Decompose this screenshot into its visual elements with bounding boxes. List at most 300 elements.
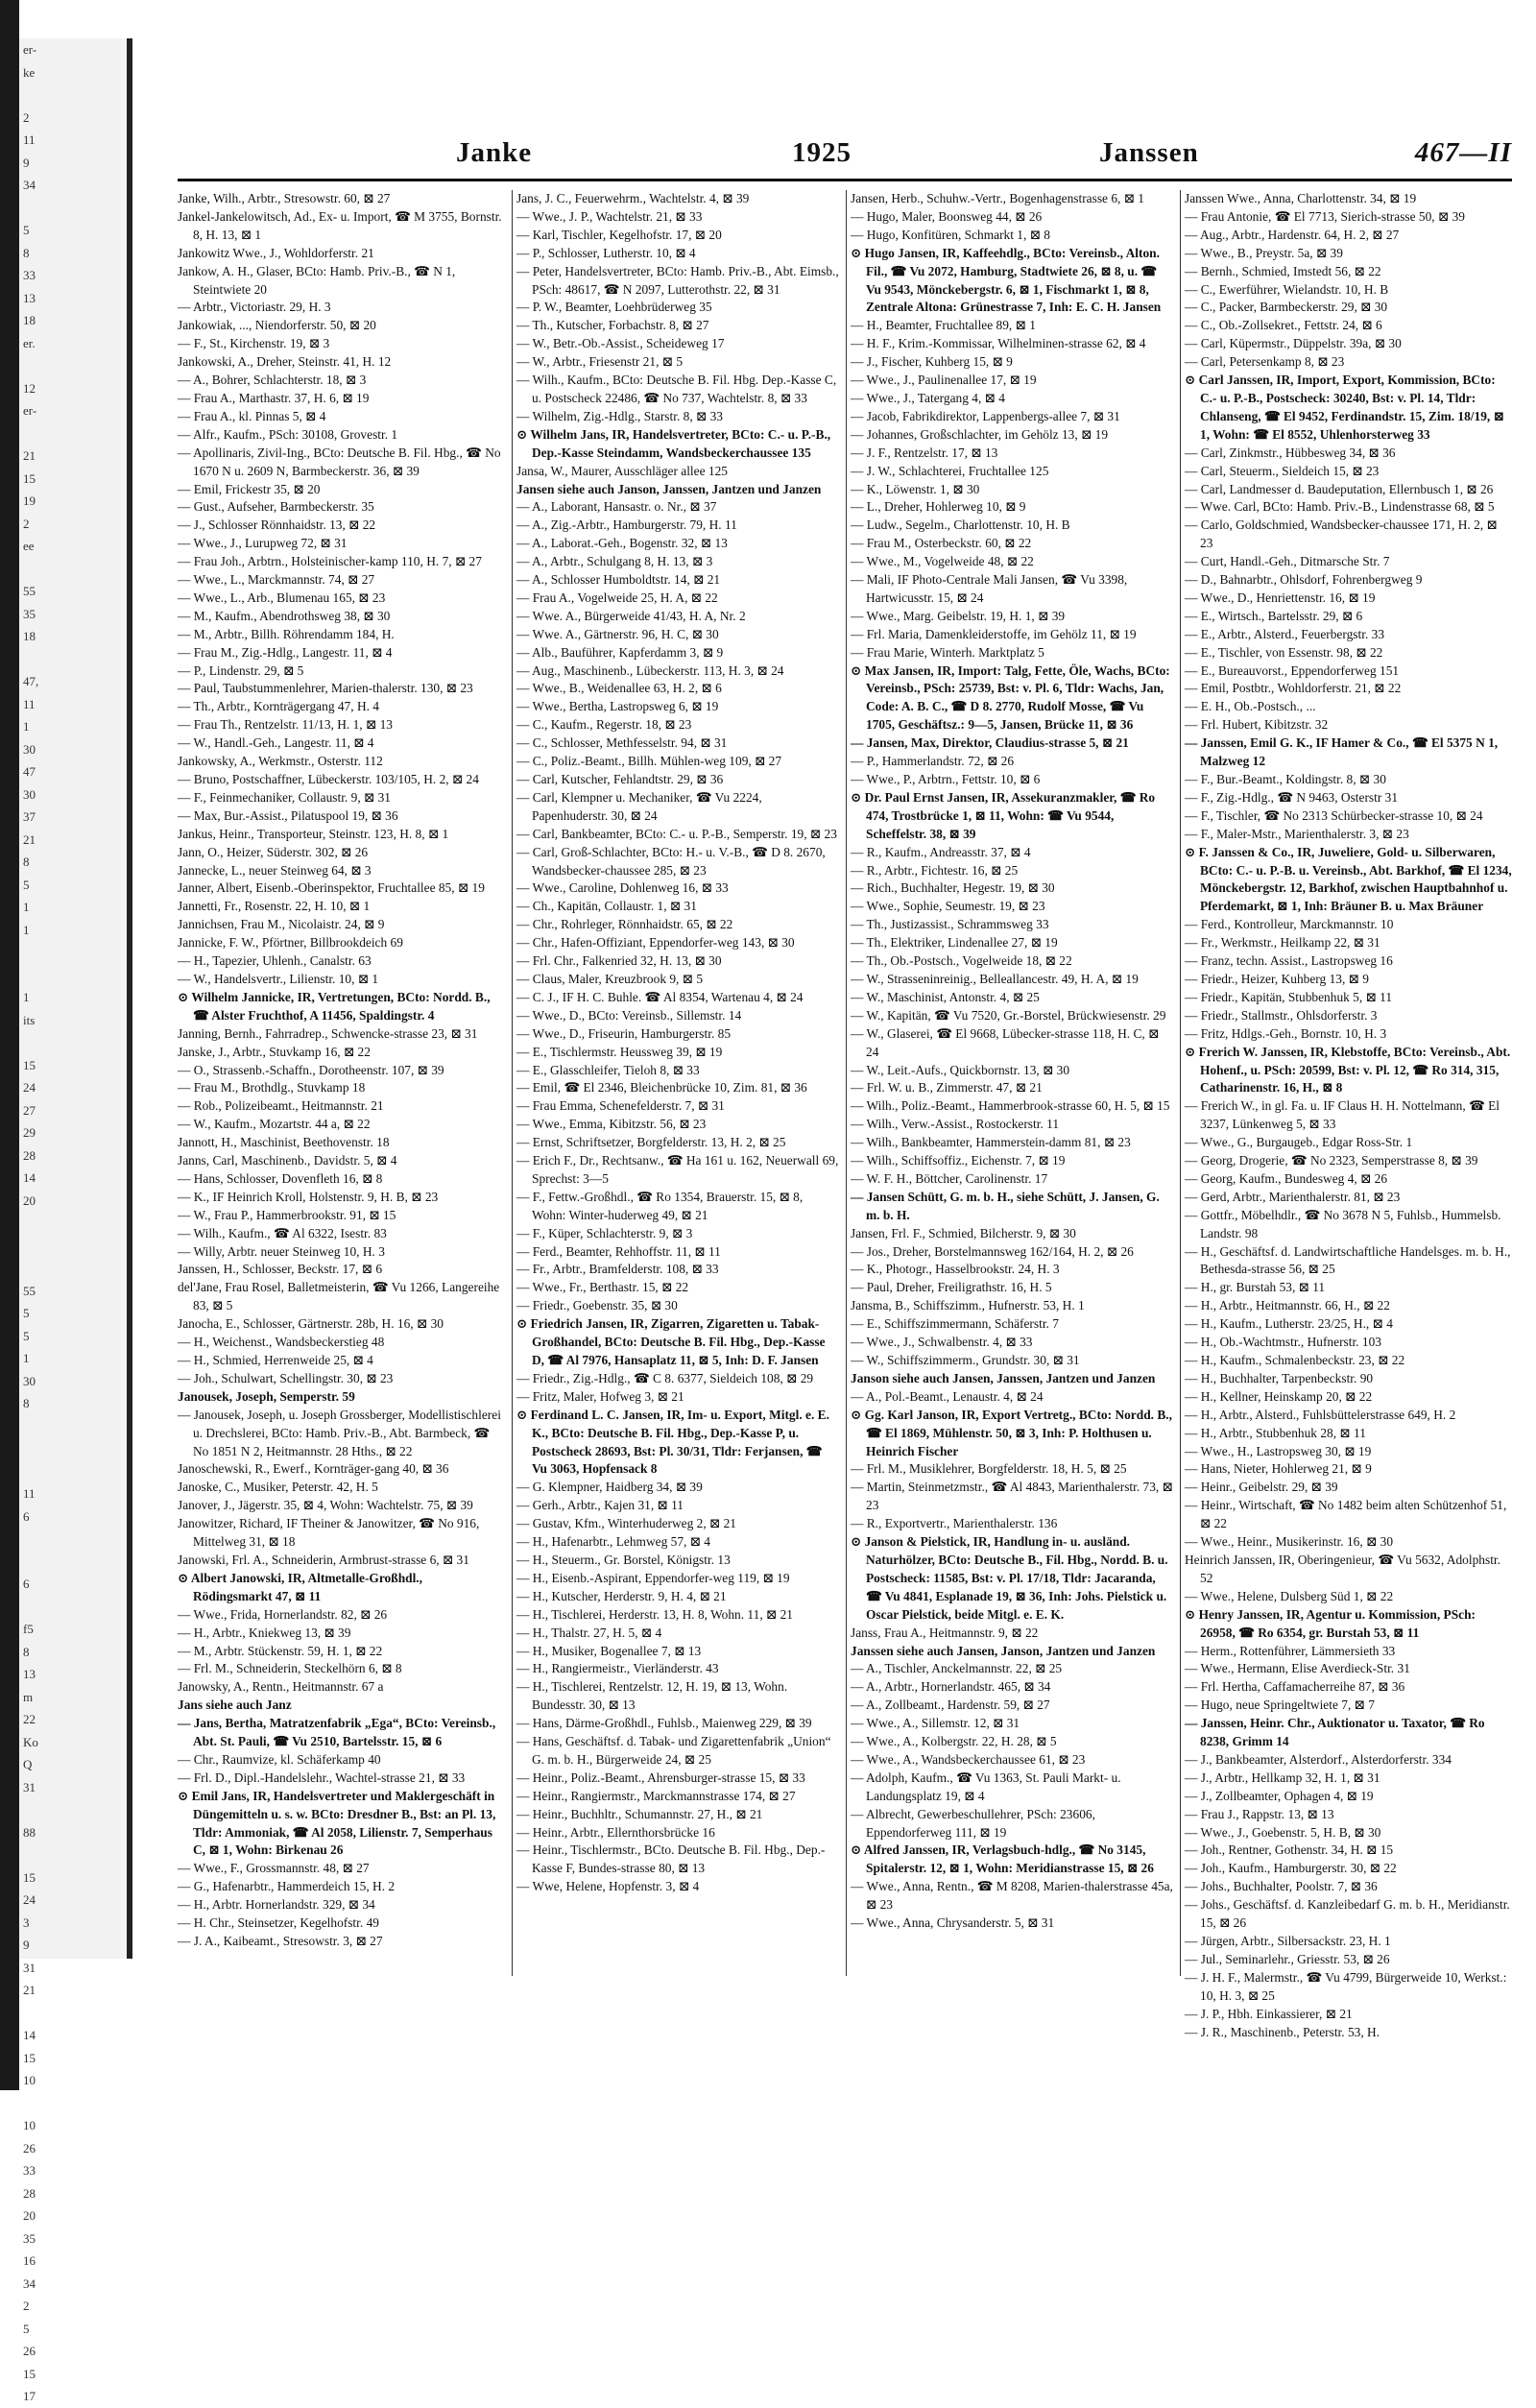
margin-fragment: 1 <box>23 922 30 937</box>
directory-entry: — H., Geschäftsf. d. Landwirtschaftliche Handelsges. m. b. H., Bethesda-strasse 56, ⊠ 25 <box>1185 1243 1511 1277</box>
directory-entry: Janss, Frau A., Heitmannstr. 9, ⊠ 22 <box>851 1625 1039 1640</box>
margin-fragment: 15 <box>23 2050 36 2065</box>
directory-entry: Heinrich Janssen, IR, Oberingenieur, ☎ Vu 5632, Adolphstr. 52 <box>1185 1552 1500 1585</box>
directory-entry: Jannicke, F. W., Pförtner, Billbrookdeich 69 <box>178 935 403 951</box>
directory-entry: — Carl, Küpermstr., Düppelstr. 39a, ⊠ 30 <box>1185 336 1402 351</box>
directory-entry: ⊙ Emil Jans, IR, Handelsvertreter und Maklergeschäft in Düngemitteln u. s. w. BCto: Dresdner B., Bst: an Pl. 13, Tldr: Ammoniak, ☎ Al 2058, Lilienstr. 7, Semperhaus C, ⊠ 1, Wohn: Birkenau 26 <box>178 1788 504 1861</box>
margin-fragment: 11 <box>23 1486 36 1501</box>
directory-entry: — Jos., Dreher, Borstelmannsweg 162/164, H. 2, ⊠ 26 <box>851 1243 1134 1259</box>
directory-entry: — K., IF Heinrich Kroll, Holstenstr. 9, H. B, ⊠ 23 <box>178 1189 439 1204</box>
directory-entry: — Th., Justizassist., Schrammsweg 33 <box>851 917 1049 932</box>
directory-entry: — Frau M., Osterbeckstr. 60, ⊠ 22 <box>851 536 1032 551</box>
margin-fragment: 35 <box>23 2230 36 2246</box>
directory-entry: — Johs., Geschäftsf. d. Kanzleibedarf G. m. b. H., Meridianstr. 15, ⊠ 26 <box>1185 1897 1510 1931</box>
directory-entry: — H. F., Krim.-Kommissar, Wilhelminen-strasse 62, ⊠ 4 <box>851 336 1146 351</box>
directory-entry: Jankus, Heinr., Transporteur, Steinstr. 123, H. 8, ⊠ 1 <box>178 826 449 841</box>
directory-entry: — C., Ewerführer, Wielandstr. 10, H. B <box>1185 281 1389 297</box>
margin-fragment: 1 <box>23 719 30 734</box>
directory-entry: — J. W., Schlachterei, Fruchtallee 125 <box>851 463 1049 478</box>
directory-entry: — H., Buchhalter, Tarpenbeckstr. 90 <box>1185 1370 1374 1385</box>
directory-entry: — E., Wirtsch., Bartelsstr. 29, ⊠ 6 <box>1185 608 1363 623</box>
directory-entry: Janning, Bernh., Fahrradrep., Schwencke-strasse 23, ⊠ 31 <box>178 1025 478 1041</box>
margin-fragment: 8 <box>23 245 30 260</box>
directory-entry: — Wilh., Verw.-Assist., Rostockerstr. 11 <box>851 1117 1060 1132</box>
directory-entry: — Frau M., Brothdlg., Stuvkamp 18 <box>178 1080 366 1096</box>
margin-fragment: 16 <box>23 2253 36 2268</box>
directory-entry: — Wilh., Kaufm., ☎ Al 6322, Isestr. 83 <box>178 1225 387 1240</box>
directory-entry: — P. W., Beamter, Loehbrüderweg 35 <box>516 300 712 315</box>
column-2 <box>512 190 839 1976</box>
previous-page-margin <box>19 38 132 2403</box>
directory-entry: Jankow, A. H., Glaser, BCto: Hamb. Priv.-B., ☎ N 1, Steintwiete 20 <box>178 263 456 297</box>
margin-fragment: 20 <box>23 1192 36 1208</box>
margin-fragment: 34 <box>23 178 36 192</box>
margin-fragment <box>19 422 127 445</box>
directory-entry: — Bernh., Schmied, Imstedt 56, ⊠ 22 <box>1185 263 1381 278</box>
directory-entry: del'Jane, Frau Rosel, Balletmeisterin, ☎ Vu 1266, Langereihe 83, ⊠ 5 <box>178 1280 500 1313</box>
directory-entry: ⊙ Max Jansen, IR, Import: Talg, Fette, Öle, Wachs, BCto: Vereinsb., PSch: 25739, Bst: v. Pl. 6, Tldr: Wachs, Jan, Code: A. B. C., ☎ D 8. 2770, Rudolf Mosse, ☎ Vu 1705, Geschäftsz.: 9—5, Jansen, Brücke 11, ⊠ 36 <box>851 662 1173 735</box>
directory-entry: — Emil, ☎ El 2346, Bleichenbrücke 10, Zim. 81, ⊠ 36 <box>516 1080 807 1096</box>
directory-entry: — Wwe., D., BCto: Vereinsb., Sillemstr. 14 <box>516 1007 742 1023</box>
directory-entry: — Heinr., Wirtschaft, ☎ No 1482 beim alten Schützenhof 51, ⊠ 22 <box>1185 1498 1507 1531</box>
directory-entry: Janner, Albert, Eisenb.-Oberinspektor, Fruchtallee 85, ⊠ 19 <box>178 880 485 896</box>
directory-entry: — Wwe., J., Goebenstr. 5, H. B, ⊠ 30 <box>1185 1824 1381 1840</box>
margin-fragment: 47, <box>23 674 39 688</box>
directory-entry: — Frau A., kl. Pinnas 5, ⊠ 4 <box>178 408 326 423</box>
margin-fragment <box>19 1235 127 1258</box>
directory-entry: — Jansen, Max, Direktor, Claudius-strasse 5, ⊠ 21 <box>851 735 1129 751</box>
directory-entry: — Wwe. A., Gärtnerstr. 96, H. C, ⊠ 30 <box>516 626 719 641</box>
margin-fragment: Ko <box>23 1734 38 1749</box>
directory-entry: — E., Tischlermstr. Heussweg 39, ⊠ 19 <box>516 1044 723 1059</box>
directory-entry: — H., Arbtr., Stubbenhuk 28, ⊠ 11 <box>1185 1425 1366 1440</box>
margin-fragment: 8 <box>23 1396 30 1410</box>
margin-fragment: 8 <box>23 1644 30 1659</box>
directory-entry: — Joh., Rentner, Gothenstr. 34, H. ⊠ 15 <box>1185 1842 1394 1858</box>
directory-entry: — Gustav, Kfm., Winterhuderweg 2, ⊠ 21 <box>516 1516 736 1531</box>
directory-entry: — E., Schiffszimmermann, Schäferstr. 7 <box>851 1316 1059 1332</box>
directory-entry: — Heinr., Poliz.-Beamt., Ahrensburger-strasse 15, ⊠ 33 <box>516 1770 805 1785</box>
directory-entry: — Curt, Handl.-Geh., Ditmarsche Str. 7 <box>1185 554 1390 569</box>
directory-entry: — Wwe., L., Marckmannstr. 74, ⊠ 27 <box>178 572 375 588</box>
directory-entry: — Hans, Geschäftsf. d. Tabak- und Zigarettenfabrik „Union“ G. m. b. H., Bürgerweide 24, ⊠ 25 <box>516 1734 831 1767</box>
margin-fragment: er. <box>23 335 36 350</box>
directory-entry: — Hans, Därme-Großhdl., Fuhlsb., Maienweg 229, ⊠ 39 <box>516 1716 812 1731</box>
directory-entry: — Heinr., Rangiermstr., Marckmannstrasse 174, ⊠ 27 <box>516 1788 796 1803</box>
directory-entry: — A., Arbtr., Schulgang 8, H. 13, ⊠ 3 <box>516 554 713 569</box>
directory-entry: — Gottfr., Möbelhdlr., ☎ No 3678 N 5, Fuhlsb., Hummelsb. Landstr. 98 <box>1185 1207 1501 1240</box>
directory-entry: — Wwe., J., Tatergang 4, ⊠ 4 <box>851 390 1005 405</box>
directory-entry: — Fr., Werkmstr., Heilkamp 22, ⊠ 31 <box>1185 935 1380 951</box>
directory-entry: — A., Laborant, Hansastr. o. Nr., ⊠ 37 <box>516 499 717 515</box>
directory-entry: Janns, Carl, Maschinenb., Davidstr. 5, ⊠ 4 <box>178 1153 397 1168</box>
margin-fragment: Q <box>23 1757 33 1771</box>
directory-entry: — Wwe., Heinr., Musikerinstr. 16, ⊠ 30 <box>1185 1534 1394 1550</box>
margin-fragment: 29 <box>23 1125 36 1140</box>
directory-entry: — Frl. Maria, Damenkleiderstoffe, im Gehölz 11, ⊠ 19 <box>851 626 1137 641</box>
directory-entry: — Erich F., Dr., Rechtsanw., ☎ Ha 161 u. 162, Neuerwall 69, Sprechst: 3—5 <box>516 1153 839 1186</box>
directory-entry: ⊙ Wilhelm Jans, IR, Handelsvertreter, BCto: C.- u. P.-B., Dep.-Kasse Steindamm, Wandsbeckerchaussee 135 <box>516 426 839 463</box>
directory-entry: — Wwe., B., Weidenallee 63, H. 2, ⊠ 6 <box>516 681 722 696</box>
margin-fragment: er- <box>23 403 37 418</box>
directory-entry: Jans, J. C., Feuerwehrm., Wachtelstr. 4, ⊠ 39 <box>516 191 750 205</box>
directory-entry: — Ludw., Segelm., Charlottenstr. 10, H. B <box>851 518 1070 533</box>
directory-entry: Jansen, Herb., Schuhw.-Vertr., Bogenhagenstrasse 6, ⊠ 1 <box>851 191 1144 205</box>
directory-entry: — W., Handl.-Geh., Langestr. 11, ⊠ 4 <box>178 735 374 751</box>
directory-entry: — Jul., Seminarlehr., Griesstr. 53, ⊠ 26 <box>1185 1951 1390 1966</box>
directory-entry: Janowski, Frl. A., Schneiderin, Armbrust-strasse 6, ⊠ 31 <box>178 1552 469 1567</box>
directory-entry: — Carl, Zinkmstr., Hübbesweg 34, ⊠ 36 <box>1185 445 1396 460</box>
header-year: 1925 <box>792 137 852 168</box>
margin-fragment: 21 <box>23 448 36 463</box>
directory-entry: Jankowski, A., Dreher, Steinstr. 41, H. 12 <box>178 354 392 370</box>
margin-fragment <box>19 1212 127 1235</box>
directory-entry: — W., Kaufm., Mozartstr. 44 a, ⊠ 22 <box>178 1117 371 1132</box>
directory-entry: — Th., Ob.-Postsch., Vogelweide 18, ⊠ 22 <box>851 953 1072 969</box>
directory-entry: — A., Tischler, Anckelmannstr. 22, ⊠ 25 <box>851 1661 1063 1676</box>
margin-fragment: 2 <box>23 2299 30 2313</box>
margin-fragment <box>19 1551 127 1574</box>
directory-entry: — Frau Marie, Winterh. Marktplatz 5 <box>851 644 1044 660</box>
directory-entry: — C., Packer, Barmbeckerstr. 29, ⊠ 30 <box>1185 300 1388 315</box>
directory-entry: Janover, J., Jägerstr. 35, ⊠ 4, Wohn: Wachtelstr. 75, ⊠ 39 <box>178 1498 473 1513</box>
directory-entry: Jankowitz Wwe., J., Wohldorferstr. 21 <box>178 245 374 260</box>
directory-entry: — Franz, techn. Assist., Lastropsweg 16 <box>1185 953 1393 969</box>
directory-entry: — H., Kellner, Heinskamp 20, ⊠ 22 <box>1185 1388 1373 1404</box>
margin-fragment <box>19 1415 127 1438</box>
directory-entry: — H., Weichenst., Wandsbeckerstieg 48 <box>178 1335 385 1350</box>
directory-entry: — Emil, Postbtr., Wohldorferstr. 21, ⊠ 22 <box>1185 681 1402 696</box>
directory-entry: — A., Pol.-Beamt., Lenaustr. 4, ⊠ 24 <box>851 1388 1044 1404</box>
directory-entry: — Wwe., G., Burgaugeb., Edgar Ross-Str. 1 <box>1185 1135 1413 1150</box>
margin-fragment: 14 <box>23 2028 36 2042</box>
directory-entry: — Heinr., Geibelstr. 29, ⊠ 39 <box>1185 1480 1338 1495</box>
directory-entry: — Wwe., D., Henriettenstr. 16, ⊠ 19 <box>1185 590 1376 605</box>
directory-entry: — Georg, Drogerie, ☎ No 2323, Semperstrasse 8, ⊠ 39 <box>1185 1153 1478 1168</box>
margin-fragment: ee <box>23 539 35 553</box>
column-1 <box>178 190 504 1976</box>
directory-entry: — Wwe., J., Paulinenallee 17, ⊠ 19 <box>851 373 1037 388</box>
directory-page <box>144 46 1512 2039</box>
margin-fragment <box>19 964 127 987</box>
directory-entry: — Carl, Landmesser d. Baudeputation, Ellernbusch 1, ⊠ 26 <box>1185 481 1494 496</box>
directory-entry: — W., Frau P., Hammerbrookstr. 91, ⊠ 15 <box>178 1207 396 1222</box>
margin-fragment: 33 <box>23 268 36 282</box>
directory-entry: Janson siehe auch Jansen, Janssen, Jantzen und Janzen <box>851 1370 1156 1385</box>
directory-entry: — Karl, Tischler, Kegelhofstr. 17, ⊠ 20 <box>516 227 722 242</box>
directory-entry: — Frau M., Zig.-Hdlg., Langestr. 11, ⊠ 4 <box>178 644 393 660</box>
directory-entry: — Alb., Bauführer, Kapferdamm 3, ⊠ 9 <box>516 644 724 660</box>
margin-fragment: 33 <box>23 2163 36 2178</box>
directory-entry: — E., Bureauvorst., Eppendorferweg 151 <box>1185 662 1400 678</box>
directory-entry: — J., Zollbeamter, Ophagen 4, ⊠ 19 <box>1185 1788 1374 1803</box>
directory-entry: — H., Tischlerei, Herderstr. 13, H. 8, Wohn. 11, ⊠ 21 <box>516 1606 793 1622</box>
margin-fragment: 13 <box>23 290 36 305</box>
margin-fragment: er- <box>23 42 37 57</box>
margin-fragment: 21 <box>23 831 36 847</box>
directory-entry: — Hans, Nieter, Hohlerweg 21, ⊠ 9 <box>1185 1461 1372 1477</box>
directory-entry: — H., Kaufm., Lutherstr. 23/25, H., ⊠ 4 <box>1185 1316 1393 1332</box>
header-page-number: 467—II <box>1414 137 1512 168</box>
margin-fragment: 26 <box>23 2140 36 2155</box>
margin-fragment: 5 <box>23 877 30 892</box>
directory-entry: — Max, Bur.-Assist., Pilatuspool 19, ⊠ 36 <box>178 807 398 823</box>
margin-fragment: 6 <box>23 1508 30 1524</box>
directory-entry: — Wwe., P., Arbtrn., Fettstr. 10, ⊠ 6 <box>851 772 1041 786</box>
margin-fragment: 24 <box>23 1080 36 1095</box>
directory-entry: — Chr., Hafen-Offiziant, Eppendorfer-weg 143, ⊠ 30 <box>516 935 795 951</box>
directory-entry: — Friedr., Goebenstr. 35, ⊠ 30 <box>516 1298 678 1313</box>
directory-entry: — E., Arbtr., Alsterd., Feuerbergstr. 33 <box>1185 626 1385 641</box>
directory-entry: — J., Arbtr., Hellkamp 32, H. 1, ⊠ 31 <box>1185 1770 1380 1785</box>
header-last-name: Janssen <box>1099 137 1199 168</box>
directory-entry: — Wwe., Hermann, Elise Averdieck-Str. 31 <box>1185 1661 1410 1676</box>
scan-edge <box>0 0 19 2090</box>
margin-fragment: 5 <box>23 2321 30 2336</box>
directory-entry: — J., Schlosser Rönnhaidstr. 13, ⊠ 22 <box>178 518 376 533</box>
directory-entry: — Heinr., Buchhltr., Schumannstr. 27, H., ⊠ 21 <box>516 1806 763 1821</box>
directory-entry: — Wwe., F., Grossmannstr. 48, ⊠ 27 <box>178 1861 370 1876</box>
margin-fragment: 15 <box>23 2366 36 2381</box>
directory-entry: — Frl. M., Musiklehrer, Borgfelderstr. 18, H. 5, ⊠ 25 <box>851 1461 1127 1477</box>
directory-entry: — Wilh., Poliz.-Beamt., Hammerbrook-strasse 60, H. 5, ⊠ 15 <box>851 1098 1170 1114</box>
directory-entry: — Carlo, Goldschmied, Wandsbecker-chaussee 171, H. 2, ⊠ 23 <box>1185 518 1498 551</box>
directory-entry: — F., Tischler, ☎ No 2313 Schürbecker-strasse 10, ⊠ 24 <box>1185 807 1483 823</box>
directory-entry: ⊙ F. Janssen & Co., IR, Juweliere, Gold- u. Silberwaren, BCto: C.- u. P.-B. u. Vereinsb., Abt. Barkhof, ☎ El 1234, Mönckebergstr. 12, Barkhof, zwischen Hauptbahnhof u. Pferdemarkt, ⊠ 1, Inh: Bräuner B. u. Max Bräuner <box>1185 844 1513 917</box>
directory-entry: — Frau J., Rappstr. 13, ⊠ 13 <box>1185 1806 1334 1821</box>
column-3 <box>846 190 1173 1976</box>
margin-fragment <box>19 1460 127 1483</box>
directory-entry: — Hugo, neue Springeltwiete 7, ⊠ 7 <box>1185 1698 1375 1713</box>
directory-entry: — F., Küper, Schlachterstr. 9, ⊠ 3 <box>516 1225 693 1240</box>
directory-entry: — C., Schlosser, Methfesselstr. 94, ⊠ 31 <box>516 735 728 751</box>
directory-entry: — A., Bohrer, Schlachterstr. 18, ⊠ 3 <box>178 373 367 388</box>
directory-entry: — Wilhelm, Zig.-Hdlg., Starstr. 8, ⊠ 33 <box>516 408 724 423</box>
directory-entry: — Aug., Maschinenb., Lübeckerstr. 113, H. 3, ⊠ 24 <box>516 662 784 678</box>
directory-entry: — H., Thalstr. 27, H. 5, ⊠ 4 <box>516 1625 662 1640</box>
directory-entry: — Wwe., B., Preystr. 5a, ⊠ 39 <box>1185 245 1343 260</box>
directory-entry: Janoske, C., Musiker, Peterstr. 42, H. 5 <box>178 1480 378 1495</box>
directory-entry: — Bruno, Postschaffner, Lübeckerstr. 103/105, H. 2, ⊠ 24 <box>178 772 479 786</box>
directory-entry: — E., Tischler, von Essenstr. 98, ⊠ 22 <box>1185 644 1383 660</box>
header-rule <box>178 179 1512 181</box>
directory-entry: — R., Kaufm., Andreasstr. 37, ⊠ 4 <box>851 844 1031 859</box>
directory-entry: — Ernst, Schriftsetzer, Borgfelderstr. 13, H. 2, ⊠ 25 <box>516 1135 786 1150</box>
directory-entry: Jankel-Jankelowitsch, Ad., Ex- u. Import, ☎ M 3755, Bornstr. 8, H. 13, ⊠ 1 <box>178 208 502 242</box>
margin-fragment: 55 <box>23 584 36 598</box>
margin-fragment: 28 <box>23 2185 36 2201</box>
margin-fragment: 12 <box>23 380 36 396</box>
directory-entry: — Friedr., Zig.-Hdlg., ☎ C 8. 6377, Sieldeich 108, ⊠ 29 <box>516 1370 814 1385</box>
directory-entry: — Paul, Dreher, Freiligrathstr. 16, H. 5 <box>851 1280 1052 1295</box>
directory-entry: — J., Bankbeamter, Alsterdorf., Alsterdorferstr. 334 <box>1185 1751 1452 1767</box>
directory-entry: — D., Bahnarbtr., Ohlsdorf, Fohrenbergweg 9 <box>1185 572 1423 588</box>
directory-entry: — A., Laborat.-Geh., Bogenstr. 32, ⊠ 13 <box>516 536 728 551</box>
directory-entry: — Chr., Raumvize, kl. Schäferkamp 40 <box>178 1751 381 1767</box>
margin-fragment: 1 <box>23 900 30 914</box>
margin-fragment <box>19 1437 127 1460</box>
directory-entry: — Fritz, Hdlgs.-Geh., Bornstr. 10, H. 3 <box>1185 1025 1387 1041</box>
directory-entry: — Frl. W. u. B., Zimmerstr. 47, ⊠ 21 <box>851 1080 1043 1096</box>
directory-entry: — Hugo, Konfitüren, Schmarkt 1, ⊠ 8 <box>851 227 1050 242</box>
directory-entry: — Wwe., Marg. Geibelstr. 19, H. 1, ⊠ 39 <box>851 608 1066 623</box>
directory-entry: — Claus, Maler, Kreuzbrook 9, ⊠ 5 <box>516 971 704 986</box>
directory-entry: — Adolph, Kaufm., ☎ Vu 1363, St. Pauli Markt- u. Landungsplatz 19, ⊠ 4 <box>851 1770 1121 1803</box>
directory-entry: — H., Steuerm., Gr. Borstel, Königstr. 13 <box>516 1552 731 1567</box>
margin-fragment <box>19 84 127 107</box>
directory-entry: ⊙ Frerich W. Janssen, IR, Klebstoffe, BCto: Vereinsb., Abt. Hohenf., u. PSch: 20599, Bst: v. Pl. 12, ☎ Ro 314, 315, Catharinenstr. 16, H., ⊠ 8 <box>1185 1044 1513 1098</box>
directory-entry: — Wwe., Sophie, Seumestr. 19, ⊠ 23 <box>851 899 1045 914</box>
margin-fragment: ke <box>23 64 36 80</box>
directory-entry: — E. H., Ob.-Postsch., ... <box>1185 699 1316 714</box>
directory-entry: — R., Exportvertr., Marienthalerstr. 136 <box>851 1516 1058 1531</box>
directory-entry: — Peter, Handelsvertreter, BCto: Hamb. Priv.-B., Abt. Eimsb., PSch: 48617, ☎ N 2097, Lutterothstr. 22, ⊠ 31 <box>516 263 839 297</box>
directory-entry: — Wwe., D., Friseurin, Hamburgerstr. 85 <box>516 1025 732 1041</box>
directory-entry: — Ch., Kapitän, Collaustr. 1, ⊠ 31 <box>516 899 697 914</box>
margin-fragment <box>19 1843 127 1866</box>
directory-entry: ⊙ Gg. Karl Janson, IR, Export Vertretg., BCto: Nordd. B., ☎ El 1869, Mühlenstr. 50, ⊠ 3, Inh: P. Holthusen u. Heinrich Fischer <box>851 1407 1173 1461</box>
directory-entry: — Th., Elektriker, Lindenallee 27, ⊠ 19 <box>851 935 1058 951</box>
directory-entry: — Frau Emma, Schenefelderstr. 7, ⊠ 31 <box>516 1098 725 1114</box>
margin-fragment: 1 <box>23 1351 30 1365</box>
directory-entry: — Janssen, Emil G. K., IF Hamer & Co., ☎ El 5375 N 1, Malzweg 12 <box>1185 735 1499 769</box>
directory-entry: ⊙ Albert Janowski, IR, Altmetalle-Großhdl., Rödingsmarkt 47, ⊠ 11 <box>178 1570 504 1606</box>
directory-entry: — Carl, Bankbeamter, BCto: C.- u. P.-B., Semperstr. 19, ⊠ 23 <box>516 826 837 841</box>
directory-entry: — Wwe., Anna, Rentn., ☎ M 8208, Marien-thalerstrasse 45a, ⊠ 23 <box>851 1879 1173 1913</box>
directory-entry: Jankowiak, ..., Niendorferstr. 50, ⊠ 20 <box>178 318 376 333</box>
directory-entry: Janowsky, A., Rentn., Heitmannstr. 67 a <box>178 1679 384 1695</box>
margin-fragment: 15 <box>23 1869 36 1885</box>
directory-entry: — W., Schiffszimmerm., Grundstr. 30, ⊠ 31 <box>851 1353 1080 1367</box>
directory-entry: — Frl. M., Schneiderin, Steckelhörn 6, ⊠ 8 <box>178 1661 402 1676</box>
directory-entry: — W., Betr.-Ob.-Assist., Scheideweg 17 <box>516 336 725 351</box>
margin-fragment: 8 <box>23 855 30 869</box>
directory-entry: — Wwe, Helene, Hopfenstr. 3, ⊠ 4 <box>516 1879 700 1894</box>
margin-fragment: 27 <box>23 1102 36 1118</box>
directory-entry: — Carl, Steuerm., Sieldeich 15, ⊠ 23 <box>1185 463 1380 478</box>
directory-entry: — Jürgen, Arbtr., Silbersackstr. 23, H. 1 <box>1185 1934 1391 1948</box>
directory-entry: Jansen siehe auch Janson, Janssen, Jantzen und Janzen <box>516 481 822 496</box>
directory-entry: — Janousek, Joseph, u. Joseph Grossberger, Modellistischlerei u. Drechslerei, BCto: Hamb. Priv.-B., Abt. Barmbeck, ☎ No 1851 N 2, Heitmannstr. 28 Hths., ⊠ 22 <box>178 1407 501 1458</box>
directory-entry: — K., Photogr., Hasselbrookstr. 24, H. 3 <box>851 1262 1060 1277</box>
margin-fragment: 20 <box>23 2208 36 2223</box>
directory-entry: — C., Kaufm., Regerstr. 18, ⊠ 23 <box>516 717 692 733</box>
directory-entry: — Arbtr., Victoriastr. 29, H. 3 <box>178 300 331 315</box>
directory-entry: — Jacob, Fabrikdirektor, Lappenbergs-allee 7, ⊠ 31 <box>851 408 1120 423</box>
margin-fragment: 19 <box>23 494 36 508</box>
margin-fragment: 47 <box>23 764 36 779</box>
margin-fragment: 31 <box>23 1960 36 1975</box>
directory-entry: — Wilh., Bankbeamter, Hammerstein-damm 81, ⊠ 23 <box>851 1135 1131 1150</box>
directory-entry: Jansma, B., Schiffszimm., Hufnerstr. 53, H. 1 <box>851 1298 1085 1313</box>
directory-entry: — Heinr., Tischlermstr., BCto. Deutsche B. Fil. Hbg., Dep.-Kasse F, Bundes-strasse 80, ⊠ 13 <box>516 1842 826 1876</box>
directory-entry: — Wwe., L., Arb., Blumenau 165, ⊠ 23 <box>178 590 386 605</box>
margin-fragment: 34 <box>23 2276 36 2291</box>
margin-fragment: 21 <box>23 1983 36 1997</box>
directory-entry: — Wwe., Bertha, Lastropsweg 6, ⊠ 19 <box>516 699 719 714</box>
margin-fragment: 28 <box>23 1147 36 1163</box>
directory-entry: — H., Beamter, Fruchtallee 89, ⊠ 1 <box>851 318 1036 333</box>
margin-fragment: 22 <box>23 1712 36 1726</box>
directory-entry: — H., Tischlerei, Rentzelstr. 12, H. 19, ⊠ 13, Wohn. Bundesstr. 30, ⊠ 13 <box>516 1679 788 1713</box>
directory-entry: — Ferd., Kontrolleur, Marckmannstr. 10 <box>1185 917 1394 932</box>
directory-entry: — Heinr., Arbtr., Ellernthorsbrücke 16 <box>516 1824 715 1840</box>
directory-entry: — Hugo, Maler, Boonsweg 44, ⊠ 26 <box>851 208 1043 224</box>
margin-fragment: 1 <box>23 990 30 1004</box>
directory-entry: — Wwe., Anna, Chrysanderstr. 5, ⊠ 31 <box>851 1915 1055 1931</box>
directory-entry: — Wwe., J., Schwalbenstr. 4, ⊠ 33 <box>851 1335 1033 1350</box>
directory-entry: Jansa, W., Maurer, Ausschläger allee 125 <box>516 463 728 478</box>
directory-entry: — Friedr., Kapitän, Stubbenhuk 5, ⊠ 11 <box>1185 989 1393 1004</box>
directory-entry: — A., Zig.-Arbtr., Hamburgerstr. 79, H. 11 <box>516 518 737 533</box>
margin-fragment: 18 <box>23 629 36 643</box>
margin-fragment: 5 <box>23 223 30 237</box>
directory-entry: — M., Arbtr. Stückenstr. 59, H. 1, ⊠ 22 <box>178 1643 383 1658</box>
directory-entry: — W., Strasseninreinig., Belleallancestr. 49, H. A, ⊠ 19 <box>851 971 1139 986</box>
directory-entry: — J. P., Hbh. Einkassierer, ⊠ 21 <box>1185 2006 1353 2021</box>
directory-entry: — Joh., Kaufm., Hamburgerstr. 30, ⊠ 22 <box>1185 1861 1397 1876</box>
directory-entry: — Apollinaris, Zivil-Ing., BCto: Deutsche B. Fil. Hbg., ☎ No 1670 N u. 2609 N, Barmbeckerstr. 36, ⊠ 39 <box>178 445 501 478</box>
directory-entry: — Willy, Arbtr. neuer Steinweg 10, H. 3 <box>178 1243 385 1259</box>
margin-fragment <box>19 1596 127 1619</box>
directory-entry: ⊙ Henry Janssen, IR, Agentur u. Kommission, PSch: 26958, ☎ Ro 6354, gr. Burstah 53, ⊠ 11 <box>1185 1606 1513 1643</box>
margin-fragment: 18 <box>23 313 36 327</box>
directory-entry: — Gerh., Arbtr., Kajen 31, ⊠ 11 <box>516 1498 684 1513</box>
directory-entry: — H., Eisenb.-Aspirant, Eppendorfer-weg 119, ⊠ 19 <box>516 1570 790 1585</box>
directory-entry: — Wwe. A., Bürgerweide 41/43, H. A, Nr. 2 <box>516 608 746 623</box>
directory-entry: Jannichsen, Frau M., Nicolaistr. 24, ⊠ 9 <box>178 917 385 932</box>
margin-fragment <box>19 2002 127 2025</box>
directory-entry: — Jansen Schütt, G. m. b. H., siehe Schütt, J. Jansen, G. m. b. H. <box>851 1189 1160 1222</box>
margin-fragment: 9 <box>23 155 30 170</box>
directory-entry: Janske, J., Arbtr., Stuvkamp 16, ⊠ 22 <box>178 1044 371 1059</box>
directory-entry: — P., Schlosser, Lutherstr. 10, ⊠ 4 <box>516 245 696 260</box>
directory-entry: — Albrecht, Gewerbeschullehrer, PSch: 23606, Eppendorferweg 111, ⊠ 19 <box>851 1806 1095 1840</box>
directory-entry: — Wilh., Schiffsoffiz., Eichenstr. 7, ⊠ 19 <box>851 1153 1066 1168</box>
directory-entry: — W., Maschinist, Antonstr. 4, ⊠ 25 <box>851 989 1040 1004</box>
directory-entry: Jann, O., Heizer, Süderstr. 302, ⊠ 26 <box>178 844 369 859</box>
directory-entry: — Frau Th., Rentzelstr. 11/13, H. 1, ⊠ 13 <box>178 717 393 733</box>
margin-fragment: 15 <box>23 470 36 486</box>
directory-entry: — R., Arbtr., Fichtestr. 16, ⊠ 25 <box>851 862 1019 878</box>
directory-entry: — Wwe., A., Sillemstr. 12, ⊠ 31 <box>851 1716 1020 1731</box>
directory-entry: — H., Arbtr., Kniekweg 13, ⊠ 39 <box>178 1625 351 1640</box>
directory-entry: — H., Arbtr., Alsterd., Fuhlsbüttelerstrasse 649, H. 2 <box>1185 1407 1456 1422</box>
directory-entry: — C. J., IF H. C. Buhle. ☎ Al 8354, Wartenau 4, ⊠ 24 <box>516 989 804 1004</box>
directory-entry: — H., Rangiermeistr., Vierländerstr. 43 <box>516 1661 719 1676</box>
directory-entry: — Carl, Petersenkamp 8, ⊠ 23 <box>1185 354 1345 370</box>
directory-entry: — M., Arbtr., Billh. Röhrendamm 184, H. <box>178 626 395 641</box>
directory-entry: ⊙ Ferdinand L. C. Jansen, IR, Im- u. Export, Mitgl. e. E. K., BCto: Deutsche B. Fil. Hbg., Dep.-Kasse P, u. Postscheck 28693, Bst: Pl. 30/31, Tldr: Ferjansen, ☎ Vu 3063, Hopfensack 8 <box>516 1407 839 1480</box>
directory-entry: — Wwe., Emma, Kibitzstr. 56, ⊠ 23 <box>516 1117 707 1132</box>
directory-entry: Janousek, Joseph, Semperstr. 59 <box>178 1388 355 1404</box>
page-header <box>178 137 1512 180</box>
directory-entry: Janssen siehe auch Jansen, Janson, Jantzen und Janzen <box>851 1643 1156 1658</box>
directory-entry: — Wwe., H., Lastropsweg 30, ⊠ 19 <box>1185 1443 1372 1458</box>
margin-fragment: 35 <box>23 606 36 621</box>
directory-entry: ⊙ Hugo Jansen, IR, Kaffeehdlg., BCto: Vereinsb., Alton. Fil., ☎ Vu 2072, Hamburg, Stadtwiete 26, ⊠ 8, u. ☎ Vu 9543, Mönckebergstr. 6, ⊠ 1, Fischmarkt 1, ⊠ 8, Zentrale Altona: Grünestrasse 7, Inh: E. C. H. Jansen <box>851 245 1173 318</box>
directory-entry: — F., Bur.-Beamt., Koldingstr. 8, ⊠ 30 <box>1185 772 1386 786</box>
directory-entry: — Wwe., A., Wandsbeckerchaussee 61, ⊠ 23 <box>851 1751 1086 1767</box>
directory-entry: ⊙ Wilhelm Jannicke, IR, Vertretungen, BCto: Nordd. B., ☎ Alster Fruchthof, A 11456, Spaldingstr. 4 <box>178 989 504 1025</box>
directory-entry: ⊙ Alfred Janssen, IR, Verlagsbuch-hdlg., ☎ No 3145, Spitalerstr. 12, ⊠ 1, Wohn: Meridianstrasse 15, ⊠ 26 <box>851 1842 1173 1878</box>
directory-entry: Jankowsky, A., Werkmstr., Osterstr. 112 <box>178 754 383 769</box>
margin-fragment: 5 <box>23 1306 30 1320</box>
directory-entry: — Alfr., Kaufm., PSch: 30108, Grovestr. 1 <box>178 426 398 442</box>
directory-entry: ⊙ Dr. Paul Ernst Jansen, IR, Assekuranzmakler, ☎ Ro 474, Trostbrücke 1, ⊠ 11, Wohn: ☎ Vu 9544, Scheffelstr. 38, ⊠ 39 <box>851 789 1173 844</box>
directory-entry: Jannott, H., Maschinist, Beethovenstr. 18 <box>178 1135 390 1150</box>
directory-entry: — Johs., Buchhalter, Poolstr. 7, ⊠ 36 <box>1185 1879 1378 1894</box>
